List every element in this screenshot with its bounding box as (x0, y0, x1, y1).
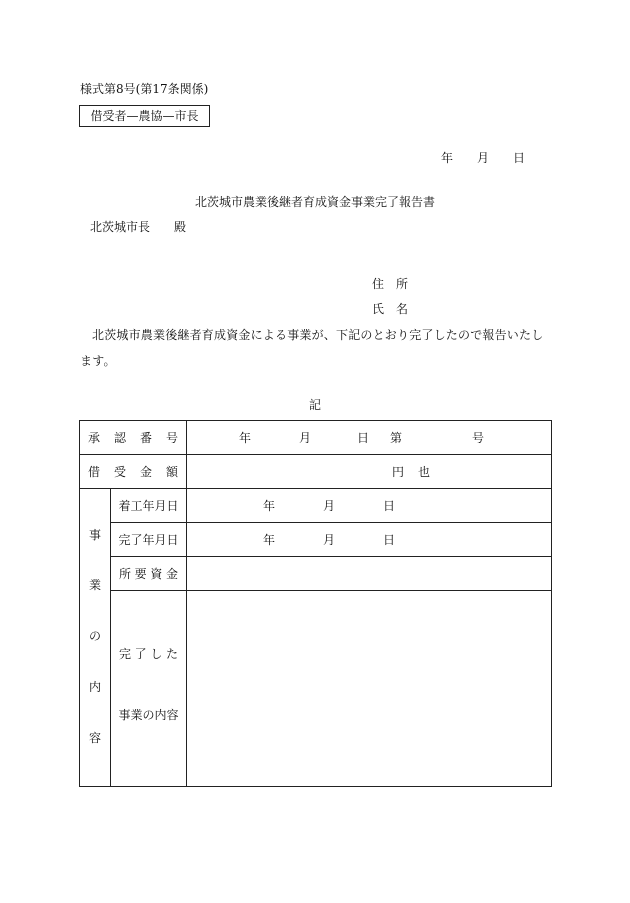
approval-dai: 第 (390, 431, 403, 445)
date-year: 年 (441, 151, 454, 165)
complete-date-value: 年 月 日 (187, 523, 552, 557)
body-text: 北茨城市農業後継者育成資金による事業が、下記のとおり完了したので報告いたします。 (80, 328, 544, 368)
loan-value (187, 455, 552, 489)
complete-date-label: 完了年月日 (111, 523, 187, 557)
start-date-label: 着工年月日 (111, 489, 187, 523)
address-label: 住 所 (372, 277, 409, 291)
approval-year: 年 (239, 431, 252, 445)
start-date-row (80, 489, 552, 523)
name-label: 氏 名 (372, 302, 409, 316)
completed-content-label: 完 了 し た 事業の内容 (111, 591, 187, 787)
complete-date-row (80, 523, 552, 557)
approval-label: 承 認 番 号 (80, 421, 187, 455)
approval-row (80, 421, 552, 455)
date-day: 日 (513, 151, 526, 165)
report-date (441, 149, 525, 166)
approval-go: 号 (472, 431, 485, 445)
loan-nari: 也 (418, 465, 431, 479)
required-funds-row (80, 557, 552, 591)
document-title: 北茨城市農業後継者育成資金事業完了報告書 (194, 195, 435, 209)
approval-value (187, 421, 552, 455)
business-content-label: 事 業 の 内 容 (80, 489, 111, 787)
report-table (79, 420, 552, 787)
ki-heading: 記 (308, 398, 321, 412)
completed-content-value (187, 591, 552, 787)
completed-content-row (80, 591, 552, 787)
form-number: 様式第8号(第17条関係) (80, 82, 209, 96)
start-date-value: 年 月 日 (187, 489, 552, 523)
loan-yen: 円 (392, 465, 405, 479)
addressee: 北茨城市長 殿 (90, 220, 187, 234)
loan-row (80, 455, 552, 489)
date-month: 月 (477, 151, 490, 165)
approval-day: 日 (357, 431, 370, 445)
routing-box: 借受者—農協—市長 (79, 105, 210, 127)
required-funds-value (187, 557, 552, 591)
approval-month: 月 (299, 431, 312, 445)
required-funds-label: 所 要 資 金 (111, 557, 187, 591)
loan-label: 借 受 金 額 (80, 455, 187, 489)
